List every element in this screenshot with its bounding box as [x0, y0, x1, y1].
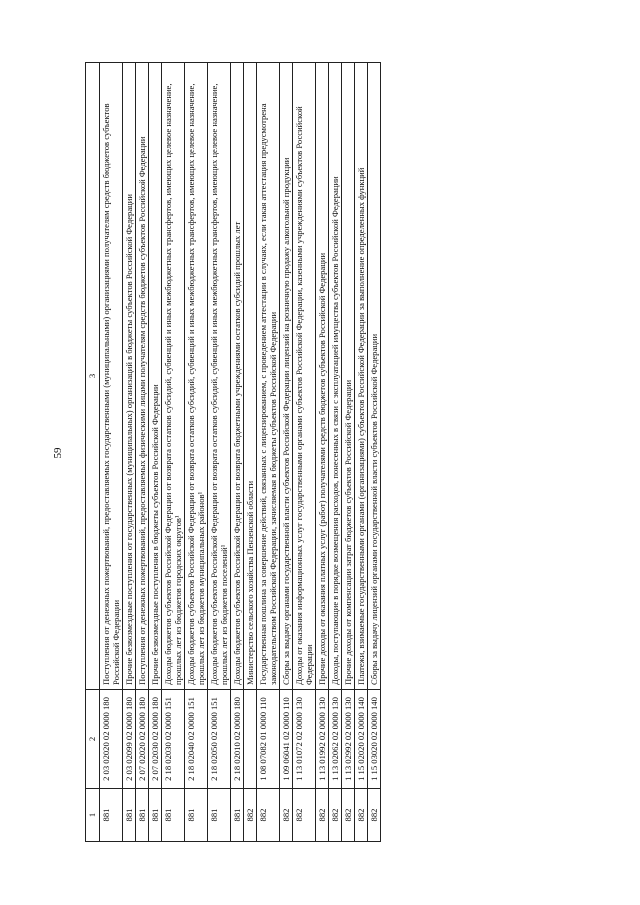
revenue-name-cell: Доходы от оказания информационных услуг государственными органами субъектов Российской Федерации, казенными учреждениями субъектов Российской Федерации: [293, 63, 316, 690]
admin-code-cell: 881: [149, 789, 162, 842]
revenue-name-cell: Доходы бюджетов субъектов Российской Федерации от возврата остатков субсидий, субвенций и иных межбюджетных трансфертов, имеющих целевое назначение, прошлых лет из бюджетов городских округов¹: [162, 63, 185, 690]
revenue-name-cell: Доходы бюджетов субъектов Российской Федерации от возврата остатков субсидий, субвенций и иных межбюджетных трансфертов, имеющих целевое назначение, прошлых лет из бюджетов поселений¹: [208, 63, 231, 690]
table-row: [316, 63, 329, 842]
budget-code-cell: 1 13 01072 02 0000 130: [293, 690, 316, 789]
revenue-codes-table: [85, 62, 381, 842]
revenue-name-cell: Прочие доходы от компенсации затрат бюджетов субъектов Российской Федерации: [342, 63, 355, 690]
revenue-name-cell: Доходы бюджетов субъектов Российской Федерации от возврата бюджетными учреждениями остатков субсидий прошлых лет: [231, 63, 244, 690]
column-number-row: [86, 63, 100, 842]
table-row: [293, 63, 316, 842]
admin-code-cell: 881: [100, 789, 123, 842]
admin-code-cell: 881: [208, 789, 231, 842]
table-row: [231, 63, 244, 842]
table-row: [329, 63, 342, 842]
budget-code-cell: 1 13 02992 02 0000 130: [342, 690, 355, 789]
admin-code-cell: 882: [293, 789, 316, 842]
revenue-name-cell: Сборы за выдачу органами государственной власти субъектов Российской Федерации лицензий на розничную продажу алкогольной продукции: [280, 63, 293, 690]
revenue-name-cell: Государственная пошлина за совершение действий, связанных с лицензированием, с проведением аттестации в случаях, если такая аттестация предусмотрена законодательством Российской Федерации, зачисляемая в бюджеты субъектов Российской Федерации: [257, 63, 280, 690]
budget-code-cell: 1 08 07082 01 0000 110: [257, 690, 280, 789]
budget-code-cell: 2 18 02010 02 0000 180: [231, 690, 244, 789]
budget-code-cell: 2 03 02099 02 0000 180: [123, 690, 136, 789]
table-row: [136, 63, 149, 842]
revenue-name-cell: Сборы за выдачу лицензий органами государственной власти субъектов Российской Федерации: [368, 63, 381, 690]
budget-code-cell: 1 09 06041 02 0000 110: [280, 690, 293, 789]
table-row: [355, 63, 368, 842]
revenue-name-cell: Доходы, поступающие в порядке возмещения расходов, понесенных в связи с эксплуатацией имущества субъектов Российской Федерации: [329, 63, 342, 690]
budget-code-cell: 2 18 02040 02 0000 151: [185, 690, 208, 789]
table-row: [123, 63, 136, 842]
budget-code-cell: 2 18 02050 02 0000 151: [208, 690, 231, 789]
admin-code-cell: 882: [355, 789, 368, 842]
table-row: [208, 63, 231, 842]
column-number-2: 2: [86, 690, 100, 789]
table-row: [162, 63, 185, 842]
budget-code-cell: 2 03 02020 02 0000 180: [100, 690, 123, 789]
revenue-name-cell: Поступления от денежных пожертвований, предоставляемых государственными (муниципальными) организациями получателям средств бюджетов субъектов Российской Федерации: [100, 63, 123, 690]
table-row: [257, 63, 280, 842]
column-number-1: 1: [86, 789, 100, 842]
admin-code-cell: 881: [136, 789, 149, 842]
revenue-name-cell: Платежи, взимаемые государственными органами (организациями) субъектов Российской Федерации за выполнение определенных функций: [355, 63, 368, 690]
table-row: [244, 63, 257, 842]
revenue-name-cell: Поступления от денежных пожертвований, предоставляемых физическими лицами получателям средств бюджетов субъектов Российской Федерации: [136, 63, 149, 690]
column-number-3: 3: [86, 63, 100, 690]
admin-code-cell: 882: [342, 789, 355, 842]
admin-code-cell: 882: [257, 789, 280, 842]
table-body: [86, 63, 381, 842]
admin-code-cell: 882: [316, 789, 329, 842]
admin-code-cell: 882: [280, 789, 293, 842]
revenue-name-cell: Доходы бюджетов субъектов Российской Федерации от возврата остатков субсидий, субвенций и иных межбюджетных трансфертов, имеющих целевое назначение, прошлых лет из бюджетов муниципальных районов¹: [185, 63, 208, 690]
table-row: [100, 63, 123, 842]
table-row: [368, 63, 381, 842]
admin-code-cell: 882: [368, 789, 381, 842]
admin-code-cell: 881: [185, 789, 208, 842]
table-row: [342, 63, 355, 842]
revenue-name-cell: Прочие безвозмездные поступления от государственных (муниципальных) организаций в бюджеты субъектов Российской Федерации: [123, 63, 136, 690]
admin-code-cell: 881: [231, 789, 244, 842]
admin-code-cell: 882: [244, 789, 257, 842]
admin-code-cell: 881: [123, 789, 136, 842]
budget-code-cell: 2 18 02030 02 0000 151: [162, 690, 185, 789]
budget-code-cell: 2 07 02020 02 0000 180: [136, 690, 149, 789]
budget-code-cell: 2 07 02030 02 0000 180: [149, 690, 162, 789]
budget-code-cell: 1 13 02062 02 0000 130: [329, 690, 342, 789]
revenue-name-cell: Министерство сельского хозяйства Пензенской области: [244, 63, 257, 690]
table-row: [149, 63, 162, 842]
revenue-name-cell: Прочие доходы от оказания платных услуг (работ) получателями средств бюджетов субъектов Российской Федерации: [316, 63, 329, 690]
admin-code-cell: 881: [162, 789, 185, 842]
table-row: [185, 63, 208, 842]
budget-code-cell: 1 15 03020 02 0000 140: [368, 690, 381, 789]
budget-code-cell: 1 15 02020 02 0000 140: [355, 690, 368, 789]
budget-code-cell: 1 13 01992 02 0000 130: [316, 690, 329, 789]
table-row: [280, 63, 293, 842]
rotated-page-content: [85, 62, 555, 842]
budget-code-cell: [244, 690, 257, 789]
admin-code-cell: 882: [329, 789, 342, 842]
page-number: 59: [52, 447, 64, 459]
revenue-name-cell: Прочие безвозмездные поступления в бюджеты субъектов Российской Федерации: [149, 63, 162, 690]
